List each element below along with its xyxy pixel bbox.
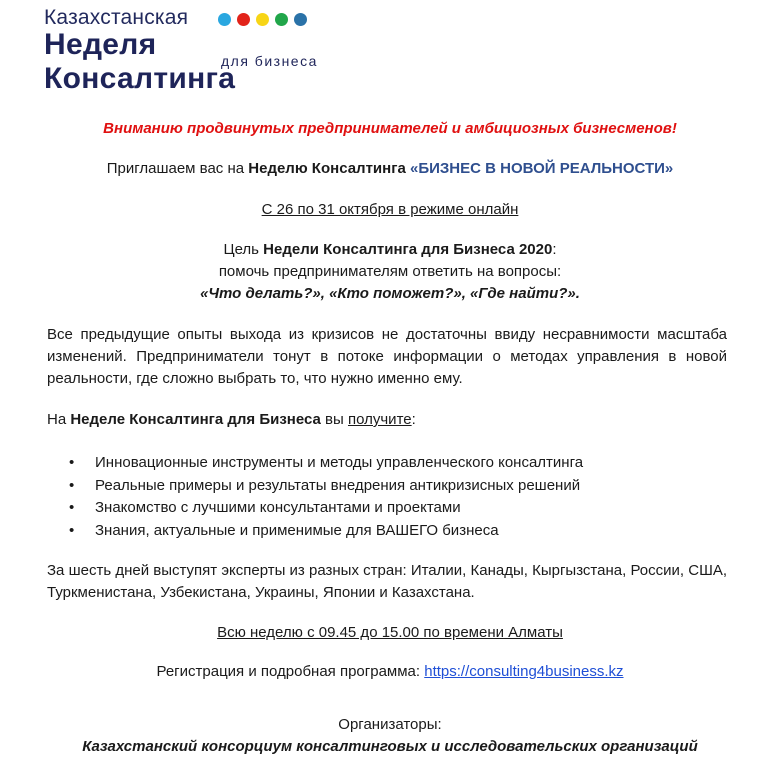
benefits-intro	[47, 411, 416, 428]
benefits-middle: вы	[320, 411, 348, 428]
invite-event-name: Неделю Консалтинга	[248, 160, 406, 177]
invite-line	[0, 160, 780, 177]
benefit-text: Реальные примеры и результаты внедрения антикризисных решений	[95, 476, 581, 494]
goal-prefix: Цель	[223, 241, 264, 258]
logo-dots	[218, 13, 307, 26]
goal-questions: «Что делать?», «Кто поможет?», «Где найти?».	[200, 285, 580, 302]
goal-suffix: :	[552, 241, 557, 258]
attention-heading: Вниманию продвинутых предпринимателей и амбициозных бизнесменов!	[103, 120, 677, 137]
invite-prefix: Приглашаем вас на	[106, 160, 249, 177]
logo-dot-1	[218, 13, 231, 26]
registration-label: Регистрация и подробная программа:	[156, 663, 425, 680]
benefits-event-name: Неделе Консалтинга для Бизнеса	[70, 411, 321, 428]
organizers-name: Казахстанский консорциум консалтинговых и исследовательских организаций	[82, 738, 698, 755]
benefit-text: Знания, актуальные и применимые для ВАШЕГО бизнеса	[95, 521, 499, 539]
list-item	[47, 497, 583, 520]
intro-paragraph: Все предыдущие опыты выхода из кризисов не достаточны ввиду несравнимости масштаба изменений. Предприниматели тонут в потоке информации о методах управления в новой реальности, где сложно выбрать то, что нужно именно ему.	[47, 326, 727, 387]
bullet-icon: •	[69, 499, 75, 516]
schedule-line: Всю неделю с 09.45 до 15.00 по времени Алматы	[217, 624, 563, 641]
logo-dot-3	[256, 13, 269, 26]
event-logo	[44, 6, 334, 95]
benefits-list	[47, 452, 583, 542]
goal-event-name: Недели Консалтинга для Бизнеса 2020	[263, 241, 553, 258]
logo-dot-4	[275, 13, 288, 26]
list-item	[47, 520, 583, 543]
benefit-text: Инновационные инструменты и методы управленческого консалтинга	[95, 454, 584, 471]
experts-paragraph: За шесть дней выступят эксперты из разных стран: Италии, Канады, Кыргызстана, России, США, Туркменистана, Узбекистана, Украины, Японии и Казахстана.	[47, 562, 727, 601]
logo-dot-5	[294, 13, 307, 26]
logo-text-line3: для бизнеса	[221, 53, 318, 69]
organizers-label: Организаторы:	[338, 716, 442, 733]
bullet-icon: •	[69, 476, 75, 494]
logo-text-line2: Неделя Консалтинга	[44, 28, 236, 95]
benefits-suffix: :	[411, 411, 416, 428]
list-item	[47, 452, 583, 475]
goal-subline: помочь предпринимателям ответить на вопросы:	[218, 263, 562, 280]
list-item	[47, 475, 583, 498]
benefit-text: Знакомство с лучшими консультантами и проектами	[95, 499, 461, 516]
registration-link[interactable]: https://consulting4business.kz	[424, 663, 624, 680]
bullet-icon: •	[69, 521, 75, 539]
logo-text-line1: Казахстанская	[44, 6, 189, 29]
bullet-icon: •	[69, 454, 75, 471]
event-dates: С 26 по 31 октября в режиме онлайн	[261, 201, 519, 218]
invite-theme: «БИЗНЕС В НОВОЙ РЕАЛЬНОСТИ»	[409, 160, 674, 177]
logo-dot-2	[237, 13, 250, 26]
goal-line	[0, 241, 780, 258]
registration-line	[0, 663, 780, 680]
benefits-verb: получите	[347, 411, 412, 428]
benefits-prefix: На	[47, 411, 71, 428]
